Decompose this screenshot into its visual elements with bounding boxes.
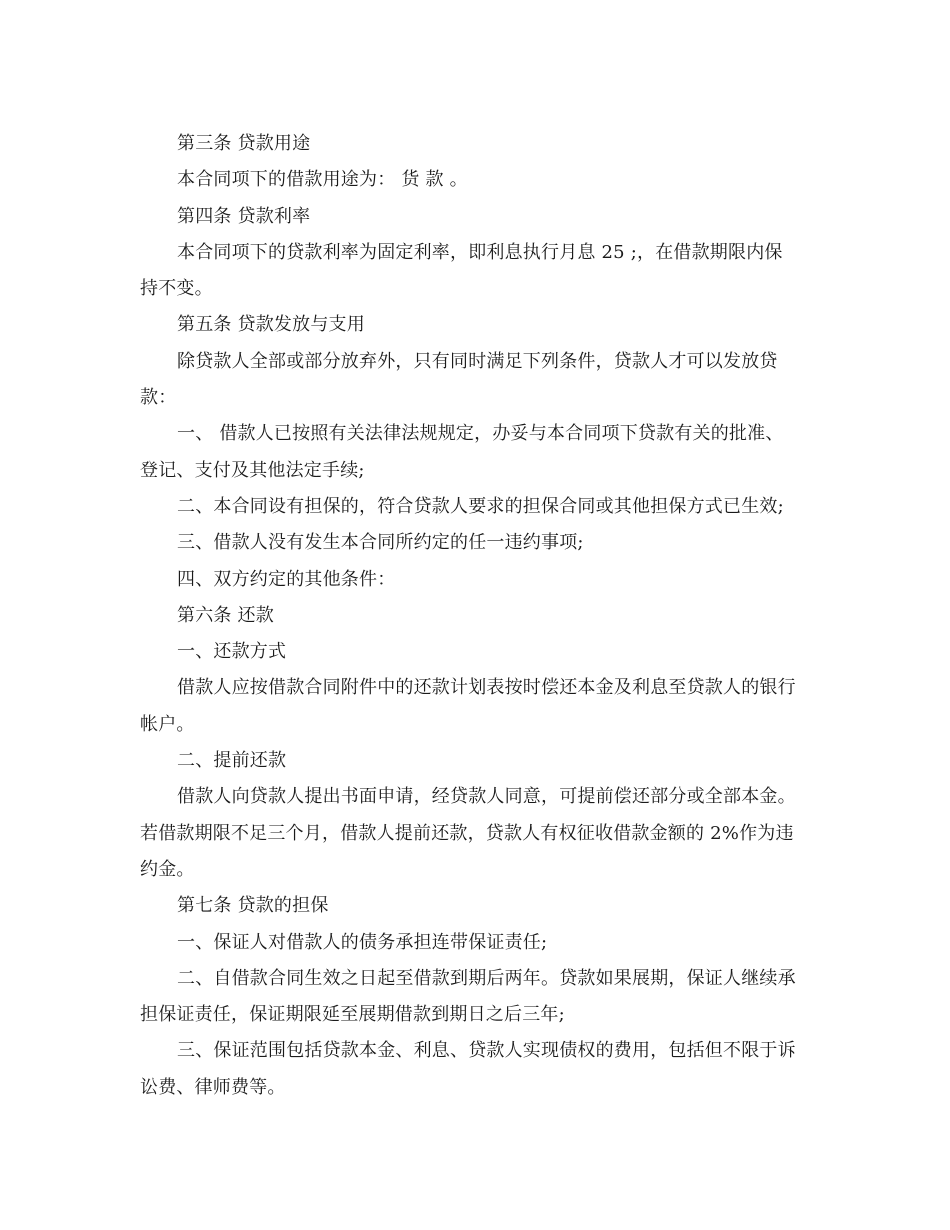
text-line-continued: 持不变。: [140, 278, 213, 300]
text-line: 一、还款方式: [177, 641, 287, 663]
article-4-text: [140, 235, 812, 308]
text-line-continued: 帐户。: [140, 713, 195, 735]
text-line: 四、双方约定的其他条件：: [177, 568, 396, 590]
text-line-continued: 讼费、律师费等。: [140, 1076, 286, 1098]
text-line: 本合同项下的借款用途为： 货 款 。: [177, 169, 468, 191]
text-line: 二、本合同设有担保的，符合贷款人要求的担保合同或其他担保方式已生效;: [177, 495, 784, 517]
article-7-item-3: [140, 1033, 812, 1106]
article-3-text: [140, 162, 812, 198]
text-line: 本合同项下的贷款利率为固定利率，即利息执行月息 25 ;，在借款期限内保: [177, 241, 783, 263]
article-6-section-1-heading: [140, 634, 812, 670]
document-body: [140, 126, 812, 1106]
article-5-condition-4: [140, 562, 812, 598]
text-line: 三、借款人没有发生本合同所约定的任一违约事项;: [177, 532, 584, 554]
text-line: 第四条 贷款利率: [177, 205, 311, 227]
article-5-heading: [140, 307, 812, 343]
text-line: 一、保证人对借款人的债务承担连带保证责任;: [177, 931, 548, 953]
article-7-heading: [140, 888, 812, 924]
text-line: 一、 借款人已按照有关法律法规规定，办妥与本合同项下贷款有关的批准、: [177, 423, 784, 445]
article-5-condition-2: [140, 489, 812, 525]
article-6-section-1-text: [140, 670, 812, 743]
article-5-condition-3: [140, 525, 812, 561]
text-line: 除贷款人全部或部分放弃外，只有同时满足下列条件，贷款人才可以发放贷: [177, 350, 778, 372]
text-line: 借款人应按借款合同附件中的还款计划表按时偿还本金及利息至贷款人的银行: [177, 677, 796, 699]
text-line-continued: 款：: [140, 387, 177, 409]
article-3-heading: [140, 126, 812, 162]
text-line: 三、保证范围包括贷款本金、利息、贷款人实现债权的费用，包括但不限于诉: [177, 1040, 796, 1062]
text-line: 第五条 贷款发放与支用: [177, 314, 365, 336]
article-6-section-2-heading: [140, 743, 812, 779]
article-4-heading: [140, 199, 812, 235]
text-line: 第七条 贷款的担保: [177, 895, 329, 917]
article-7-item-1: [140, 925, 812, 961]
text-line: 二、提前还款: [177, 750, 287, 772]
article-5-intro: [140, 344, 812, 417]
text-line-continued: 登记、支付及其他法定手续;: [140, 459, 365, 481]
text-line-continued: 若借款期限不足三个月，借款人提前还款，贷款人有权征收借款金额的 2%作为违: [140, 822, 794, 844]
text-line: 第三条 贷款用途: [177, 133, 311, 154]
text-line-continued: 约金。: [140, 858, 195, 880]
article-6-heading: [140, 598, 812, 634]
article-5-condition-1: [140, 416, 812, 489]
article-6-section-2-text: [140, 779, 812, 888]
text-line: 借款人向贷款人提出书面申请，经贷款人同意，可提前偿还部分或全部本金。: [177, 786, 796, 808]
text-line-continued: 担保证责任，保证期限延至展期借款到期日之后三年;: [140, 1004, 565, 1026]
article-7-item-2: [140, 961, 812, 1034]
text-line: 二、自借款合同生效之日起至借款到期后两年。贷款如果展期，保证人继续承: [177, 967, 796, 989]
text-line: 第六条 还款: [177, 604, 274, 626]
